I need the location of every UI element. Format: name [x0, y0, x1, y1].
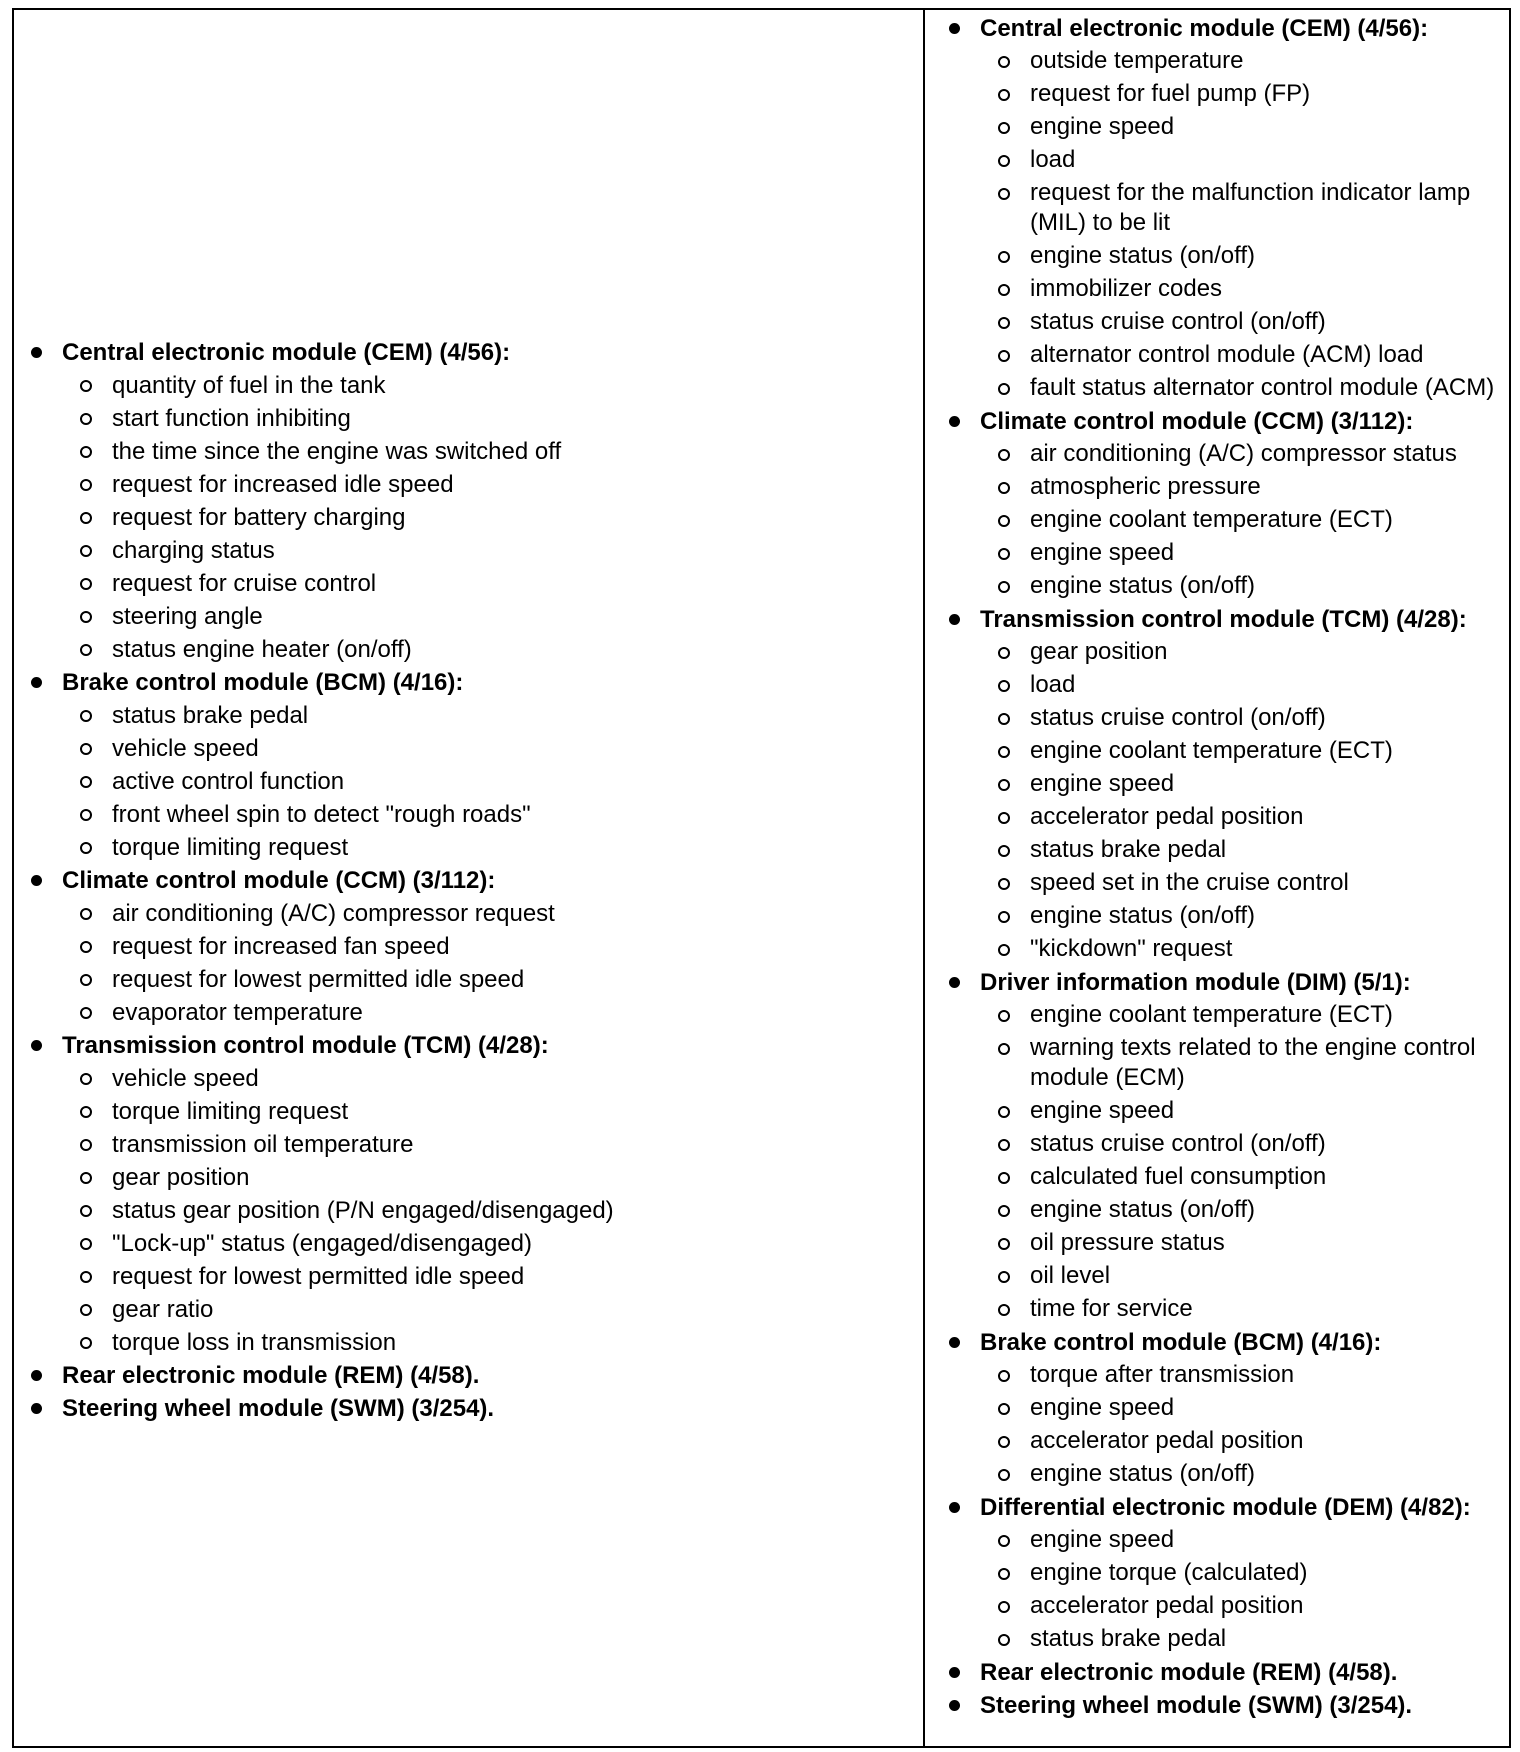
module-title: Brake control module (BCM) (4/16):	[62, 669, 464, 696]
hollow-bullet-icon	[998, 1601, 1010, 1613]
signal-text: evaporator temperature	[112, 999, 363, 1026]
hollow-bullet-icon	[998, 56, 1010, 68]
filled-bullet-icon	[949, 1502, 960, 1513]
signal-item	[996, 1095, 1506, 1128]
module-title: Central electronic module (CEM) (4/56):	[62, 339, 511, 366]
signal-list	[946, 1359, 1506, 1491]
hollow-bullet-icon	[998, 449, 1010, 461]
signal-item	[996, 801, 1506, 834]
module-item-central-electronic-module	[28, 336, 908, 666]
module-title: Central electronic module (CEM) (4/56):	[980, 15, 1429, 42]
signal-text: engine status (on/off)	[1030, 902, 1256, 929]
module-heading	[28, 1392, 908, 1425]
signal-text: request for lowest permitted idle speed	[112, 966, 525, 993]
signal-item	[78, 1227, 908, 1260]
signal-text: "Lock-up" status (engaged/disengaged)	[112, 1230, 532, 1257]
signal-text: gear position	[1030, 638, 1168, 665]
module-heading	[946, 1689, 1506, 1722]
signal-item	[78, 402, 908, 435]
signal-text: status brake pedal	[1030, 836, 1227, 863]
hollow-bullet-icon	[80, 1238, 92, 1250]
right-column	[946, 12, 1506, 1722]
right-module-list	[946, 12, 1506, 1722]
hollow-bullet-icon	[80, 413, 92, 425]
signal-item	[78, 963, 908, 996]
signal-text: oil pressure status	[1030, 1229, 1225, 1256]
hollow-bullet-icon	[998, 944, 1010, 956]
hollow-bullet-icon	[998, 1205, 1010, 1217]
module-item-brake-control-module	[946, 1326, 1506, 1491]
module-title: Climate control module (CCM) (3/112):	[980, 408, 1414, 435]
signal-item	[996, 1359, 1506, 1392]
signal-item	[996, 306, 1506, 339]
hollow-bullet-icon	[80, 512, 92, 524]
signal-text: charging status	[112, 537, 275, 564]
signal-text: active control function	[112, 768, 345, 795]
hollow-bullet-icon	[998, 1238, 1010, 1250]
filled-bullet-icon	[31, 1370, 42, 1381]
module-item-transmission-control-module	[28, 1029, 908, 1359]
signal-text: time for service	[1030, 1295, 1193, 1322]
module-item-central-electronic-module	[946, 12, 1506, 405]
hollow-bullet-icon	[998, 383, 1010, 395]
filled-bullet-icon	[949, 1667, 960, 1678]
module-item-differential-electronic-module	[946, 1491, 1506, 1656]
signal-list	[28, 897, 908, 1029]
hollow-bullet-icon	[80, 710, 92, 722]
module-item-climate-control-module	[28, 864, 908, 1029]
hollow-bullet-icon	[998, 1535, 1010, 1547]
hollow-bullet-icon	[998, 581, 1010, 593]
signal-text: engine speed	[1030, 113, 1175, 140]
signal-item	[996, 537, 1506, 570]
hollow-bullet-icon	[80, 611, 92, 623]
hollow-bullet-icon	[998, 89, 1010, 101]
hollow-bullet-icon	[80, 446, 92, 458]
module-heading	[946, 603, 1506, 636]
signal-text: gear ratio	[112, 1296, 214, 1323]
module-heading	[946, 1656, 1506, 1689]
signal-text: warning texts related to the engine control module (ECM)	[1030, 1034, 1476, 1091]
module-heading	[28, 1029, 908, 1062]
signal-text: immobilizer codes	[1030, 275, 1223, 302]
filled-bullet-icon	[949, 1700, 960, 1711]
hollow-bullet-icon	[998, 1139, 1010, 1151]
hollow-bullet-icon	[80, 578, 92, 590]
signal-item	[78, 468, 908, 501]
hollow-bullet-icon	[998, 845, 1010, 857]
signal-item	[996, 702, 1506, 735]
signal-item	[996, 834, 1506, 867]
signal-text: accelerator pedal position	[1030, 1427, 1304, 1454]
hollow-bullet-icon	[80, 809, 92, 821]
filled-bullet-icon	[31, 1040, 42, 1051]
signal-text: status cruise control (on/off)	[1030, 1130, 1326, 1157]
signal-item	[78, 1161, 908, 1194]
module-heading	[946, 405, 1506, 438]
signal-item	[996, 1557, 1506, 1590]
module-item-transmission-control-module	[946, 603, 1506, 966]
signal-item	[996, 867, 1506, 900]
hollow-bullet-icon	[998, 1436, 1010, 1448]
signal-item	[78, 1260, 908, 1293]
filled-bullet-icon	[31, 347, 42, 358]
signal-item	[996, 1161, 1506, 1194]
signal-text: load	[1030, 671, 1076, 698]
signal-list	[946, 999, 1506, 1326]
signal-item	[996, 768, 1506, 801]
hollow-bullet-icon	[998, 350, 1010, 362]
signal-text: request for fuel pump (FP)	[1030, 80, 1311, 107]
hollow-bullet-icon	[998, 647, 1010, 659]
signal-item	[996, 471, 1506, 504]
signal-item	[996, 111, 1506, 144]
signal-item	[996, 1032, 1506, 1095]
signal-text: torque after transmission	[1030, 1361, 1295, 1388]
hollow-bullet-icon	[998, 1172, 1010, 1184]
module-title: Climate control module (CCM) (3/112):	[62, 867, 496, 894]
module-item-driver-information-module	[946, 966, 1506, 1326]
hollow-bullet-icon	[998, 1568, 1010, 1580]
signal-text: calculated fuel consumption	[1030, 1163, 1327, 1190]
hollow-bullet-icon	[998, 251, 1010, 263]
hollow-bullet-icon	[998, 122, 1010, 134]
signal-text: accelerator pedal position	[1030, 803, 1304, 830]
signal-item	[78, 534, 908, 567]
signal-item	[996, 1458, 1506, 1491]
signal-text: alternator control module (ACM) load	[1030, 341, 1424, 368]
signal-text: the time since the engine was switched off	[112, 438, 562, 465]
signal-text: engine status (on/off)	[1030, 1196, 1256, 1223]
signal-list	[28, 699, 908, 864]
hollow-bullet-icon	[998, 746, 1010, 758]
filled-bullet-icon	[31, 677, 42, 688]
module-title: Rear electronic module (REM) (4/58).	[62, 1362, 480, 1389]
signal-text: gear position	[112, 1164, 250, 1191]
hollow-bullet-icon	[80, 1205, 92, 1217]
signal-text: status engine heater (on/off)	[112, 636, 412, 663]
signal-item	[78, 1194, 908, 1227]
signal-item	[78, 1326, 908, 1359]
signal-item	[78, 600, 908, 633]
hollow-bullet-icon	[80, 545, 92, 557]
signal-item	[996, 1194, 1506, 1227]
signal-text: torque limiting request	[112, 1098, 349, 1125]
signal-text: speed set in the cruise control	[1030, 869, 1349, 896]
signal-text: request for lowest permitted idle speed	[112, 1263, 525, 1290]
signal-item	[78, 435, 908, 468]
module-heading	[946, 1326, 1506, 1359]
filled-bullet-icon	[949, 1337, 960, 1348]
module-title: Transmission control module (TCM) (4/28):	[62, 1032, 549, 1059]
module-item-rear-electronic-module	[946, 1656, 1506, 1689]
hollow-bullet-icon	[998, 713, 1010, 725]
signal-item	[996, 45, 1506, 78]
hollow-bullet-icon	[998, 779, 1010, 791]
hollow-bullet-icon	[998, 1043, 1010, 1055]
signal-text: "kickdown" request	[1030, 935, 1233, 962]
signal-text: engine speed	[1030, 1394, 1175, 1421]
filled-bullet-icon	[949, 977, 960, 988]
module-item-brake-control-module	[28, 666, 908, 864]
signal-item	[78, 930, 908, 963]
signal-item	[996, 999, 1506, 1032]
signal-list	[946, 1524, 1506, 1656]
hollow-bullet-icon	[998, 812, 1010, 824]
filled-bullet-icon	[949, 614, 960, 625]
module-title: Steering wheel module (SWM) (3/254).	[62, 1395, 495, 1422]
signal-item	[996, 1128, 1506, 1161]
signal-text: status brake pedal	[112, 702, 309, 729]
column-divider	[923, 8, 925, 1748]
signal-text: start function inhibiting	[112, 405, 351, 432]
signal-text: oil level	[1030, 1262, 1111, 1289]
signal-list	[946, 45, 1506, 405]
hollow-bullet-icon	[80, 743, 92, 755]
signal-item	[78, 501, 908, 534]
hollow-bullet-icon	[998, 1469, 1010, 1481]
signal-item	[996, 144, 1506, 177]
hollow-bullet-icon	[998, 680, 1010, 692]
signal-item	[78, 699, 908, 732]
signal-text: request for battery charging	[112, 504, 406, 531]
signal-text: engine coolant temperature (ECT)	[1030, 506, 1393, 533]
signal-item	[996, 1392, 1506, 1425]
signal-text: engine speed	[1030, 1526, 1175, 1553]
module-heading	[28, 666, 908, 699]
hollow-bullet-icon	[80, 1073, 92, 1085]
hollow-bullet-icon	[80, 941, 92, 953]
signal-text: engine speed	[1030, 539, 1175, 566]
signal-text: vehicle speed	[112, 1065, 259, 1092]
hollow-bullet-icon	[80, 1139, 92, 1151]
hollow-bullet-icon	[998, 1271, 1010, 1283]
hollow-bullet-icon	[80, 974, 92, 986]
signal-text: request for cruise control	[112, 570, 377, 597]
hollow-bullet-icon	[998, 155, 1010, 167]
module-heading	[28, 1359, 908, 1392]
module-title: Brake control module (BCM) (4/16):	[980, 1329, 1382, 1356]
hollow-bullet-icon	[80, 1172, 92, 1184]
signal-list	[28, 369, 908, 666]
signal-item	[996, 636, 1506, 669]
hollow-bullet-icon	[998, 548, 1010, 560]
signal-item	[996, 78, 1506, 111]
signal-text: fault status alternator control module (ACM)	[1030, 374, 1495, 401]
signal-item	[996, 339, 1506, 372]
signal-text: air conditioning (A/C) compressor status	[1030, 440, 1457, 467]
module-heading	[28, 336, 908, 369]
module-item-rear-electronic-module	[28, 1359, 908, 1392]
hollow-bullet-icon	[998, 1106, 1010, 1118]
left-module-list	[28, 336, 908, 1425]
module-heading	[946, 1491, 1506, 1524]
hollow-bullet-icon	[998, 1010, 1010, 1022]
signal-text: engine torque (calculated)	[1030, 1559, 1308, 1586]
hollow-bullet-icon	[998, 1634, 1010, 1646]
signal-item	[996, 1227, 1506, 1260]
signal-text: request for the malfunction indicator lamp (MIL) to be lit	[1030, 179, 1471, 236]
signal-item	[996, 1590, 1506, 1623]
module-item-climate-control-module	[946, 405, 1506, 603]
hollow-bullet-icon	[998, 482, 1010, 494]
signal-list	[28, 1062, 908, 1359]
signal-item	[996, 1293, 1506, 1326]
module-title: Driver information module (DIM) (5/1):	[980, 969, 1411, 996]
signal-text: transmission oil temperature	[112, 1131, 414, 1158]
hollow-bullet-icon	[80, 1007, 92, 1019]
signal-text: engine coolant temperature (ECT)	[1030, 1001, 1393, 1028]
hollow-bullet-icon	[80, 1271, 92, 1283]
hollow-bullet-icon	[80, 1304, 92, 1316]
hollow-bullet-icon	[998, 284, 1010, 296]
hollow-bullet-icon	[80, 479, 92, 491]
signal-text: status gear position (P/N engaged/disengaged)	[112, 1197, 614, 1224]
signal-item	[996, 240, 1506, 273]
signal-item	[78, 1095, 908, 1128]
signal-text: engine coolant temperature (ECT)	[1030, 737, 1393, 764]
filled-bullet-icon	[31, 875, 42, 886]
signal-text: status brake pedal	[1030, 1625, 1227, 1652]
signal-item	[78, 1293, 908, 1326]
signal-item	[996, 273, 1506, 306]
hollow-bullet-icon	[80, 908, 92, 920]
signal-item	[78, 1062, 908, 1095]
signal-item	[996, 1524, 1506, 1557]
signal-item	[78, 831, 908, 864]
signal-text: status cruise control (on/off)	[1030, 308, 1326, 335]
hollow-bullet-icon	[80, 1337, 92, 1349]
hollow-bullet-icon	[998, 317, 1010, 329]
signal-item	[78, 1128, 908, 1161]
signal-text: engine speed	[1030, 770, 1175, 797]
signal-text: atmospheric pressure	[1030, 473, 1261, 500]
module-heading	[946, 966, 1506, 999]
module-title: Steering wheel module (SWM) (3/254).	[980, 1692, 1413, 1719]
signal-text: engine status (on/off)	[1030, 242, 1256, 269]
module-title: Transmission control module (TCM) (4/28):	[980, 606, 1467, 633]
signal-text: front wheel spin to detect "rough roads"	[112, 801, 531, 828]
signal-item	[78, 897, 908, 930]
signal-item	[996, 177, 1506, 240]
signal-text: load	[1030, 146, 1076, 173]
signal-item	[996, 1623, 1506, 1656]
signal-text: engine speed	[1030, 1097, 1175, 1124]
signal-text: torque loss in transmission	[112, 1329, 397, 1356]
signal-item	[996, 438, 1506, 471]
signal-item	[78, 732, 908, 765]
module-heading	[28, 864, 908, 897]
hollow-bullet-icon	[998, 1304, 1010, 1316]
signal-item	[996, 735, 1506, 768]
signal-text: engine status (on/off)	[1030, 1460, 1256, 1487]
signal-item	[996, 900, 1506, 933]
signal-text: request for increased idle speed	[112, 471, 454, 498]
filled-bullet-icon	[949, 23, 960, 34]
signal-text: status cruise control (on/off)	[1030, 704, 1326, 731]
module-item-steering-wheel-module	[28, 1392, 908, 1425]
signal-text: air conditioning (A/C) compressor request	[112, 900, 555, 927]
signal-item	[78, 369, 908, 402]
hollow-bullet-icon	[80, 842, 92, 854]
signal-text: engine status (on/off)	[1030, 572, 1256, 599]
hollow-bullet-icon	[998, 1370, 1010, 1382]
signal-list	[946, 636, 1506, 966]
signal-text: request for increased fan speed	[112, 933, 450, 960]
signal-text: accelerator pedal position	[1030, 1592, 1304, 1619]
signal-text: torque limiting request	[112, 834, 349, 861]
signal-item	[78, 798, 908, 831]
signal-item	[78, 765, 908, 798]
signal-item	[996, 570, 1506, 603]
hollow-bullet-icon	[998, 515, 1010, 527]
signal-item	[996, 1425, 1506, 1458]
hollow-bullet-icon	[80, 380, 92, 392]
signal-item	[78, 996, 908, 1029]
signal-text: outside temperature	[1030, 47, 1244, 74]
module-title: Differential electronic module (DEM) (4/82):	[980, 1494, 1471, 1521]
hollow-bullet-icon	[80, 644, 92, 656]
signal-list	[946, 438, 1506, 603]
filled-bullet-icon	[31, 1403, 42, 1414]
signal-item	[996, 372, 1506, 405]
filled-bullet-icon	[949, 416, 960, 427]
signal-item	[996, 933, 1506, 966]
hollow-bullet-icon	[998, 878, 1010, 890]
signal-item	[996, 669, 1506, 702]
hollow-bullet-icon	[998, 1403, 1010, 1415]
signal-text: steering angle	[112, 603, 263, 630]
hollow-bullet-icon	[80, 1106, 92, 1118]
module-heading	[946, 12, 1506, 45]
signal-item	[996, 504, 1506, 537]
module-title: Rear electronic module (REM) (4/58).	[980, 1659, 1398, 1686]
signal-text: quantity of fuel in the tank	[112, 372, 386, 399]
signal-item	[78, 567, 908, 600]
signal-item	[996, 1260, 1506, 1293]
hollow-bullet-icon	[998, 911, 1010, 923]
hollow-bullet-icon	[80, 776, 92, 788]
hollow-bullet-icon	[998, 188, 1010, 200]
signal-item	[78, 633, 908, 666]
left-column	[28, 336, 908, 1425]
module-item-steering-wheel-module	[946, 1689, 1506, 1722]
signal-text: vehicle speed	[112, 735, 259, 762]
